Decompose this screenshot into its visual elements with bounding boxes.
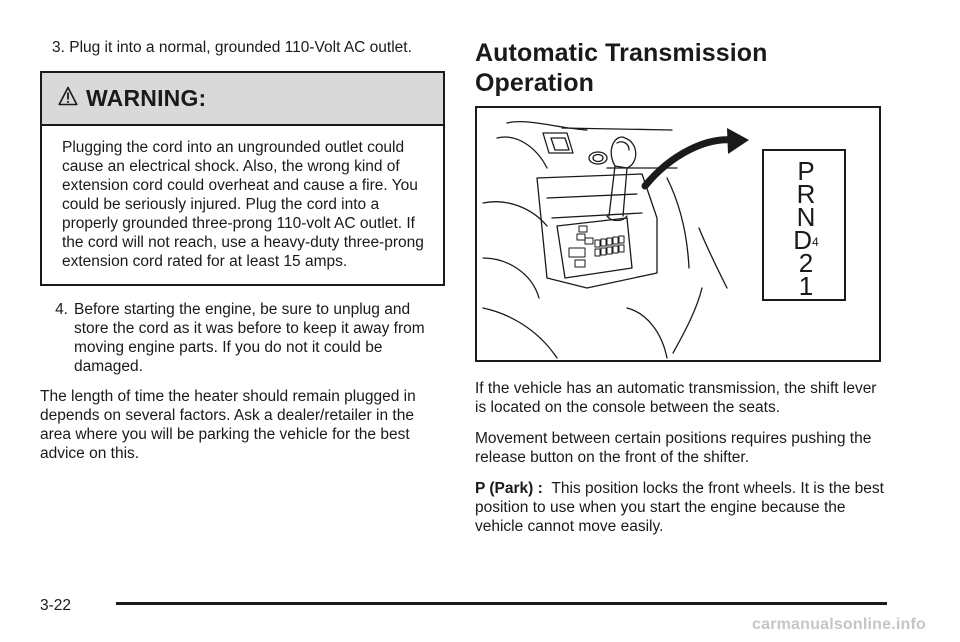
park-paragraph bbox=[475, 479, 885, 536]
step-4-number: 4. bbox=[55, 301, 68, 318]
gear-n: N bbox=[796, 202, 816, 232]
warning-triangle-icon bbox=[58, 86, 78, 111]
warning-box bbox=[40, 71, 445, 286]
shifter-illustration bbox=[475, 106, 881, 362]
gear-p: P bbox=[797, 156, 815, 186]
watermark: carmanualsonline.info bbox=[752, 616, 927, 633]
gear-2: 2 bbox=[798, 248, 814, 278]
gear-1: 1 bbox=[798, 271, 814, 301]
step-4-text: Before starting the engine, be sure to unplug and store the cord as it was before to keep it away from moving engine parts. If you do not it could be damaged. bbox=[74, 301, 425, 375]
shift-lever-paragraph: If the vehicle has an automatic transmission, the shift lever is located on the console between the seats. bbox=[475, 380, 877, 416]
footer-rule bbox=[116, 602, 887, 605]
gear-r: R bbox=[796, 179, 816, 209]
gear-indicator bbox=[762, 149, 846, 301]
gear-d-letter: D bbox=[793, 225, 813, 255]
step-4 bbox=[40, 300, 445, 376]
gear-d-sub: 4 bbox=[812, 235, 819, 249]
warning-header bbox=[42, 73, 443, 126]
warning-title: WARNING: bbox=[86, 85, 207, 111]
heater-paragraph: The length of time the heater should remain plugged in depends on several factors. Ask a dealer/retailer in the area where you will be parking the vehicle for the best advice on this. bbox=[40, 388, 416, 462]
left-column bbox=[40, 38, 445, 463]
right-column bbox=[475, 38, 885, 536]
step-3-text: 3. Plug it into a normal, grounded 110-Volt AC outlet. bbox=[52, 39, 412, 56]
park-text: This position locks the front wheels. It is the best position to use when you start the engine because the vehicle cannot move easily. bbox=[475, 480, 884, 535]
warning-body: Plugging the cord into an ungrounded outlet could cause an electrical shock. Also, the wrong kind of extension cord could overheat and cause a fire. You could be seriously injured. Plug the cord into a properly grounded three-prong 110-volt AC outlet. If the cord will not reach, use a heavy-duty three-prong extension cord rated for at least 15 amps. bbox=[62, 139, 424, 270]
page-number: 3-22 bbox=[40, 597, 72, 614]
park-label: P (Park) : bbox=[475, 480, 543, 497]
section-title: Automatic Transmission Operation bbox=[475, 39, 768, 97]
release-button-paragraph: Movement between certain positions requires pushing the release button on the front of the shifter. bbox=[475, 430, 872, 466]
